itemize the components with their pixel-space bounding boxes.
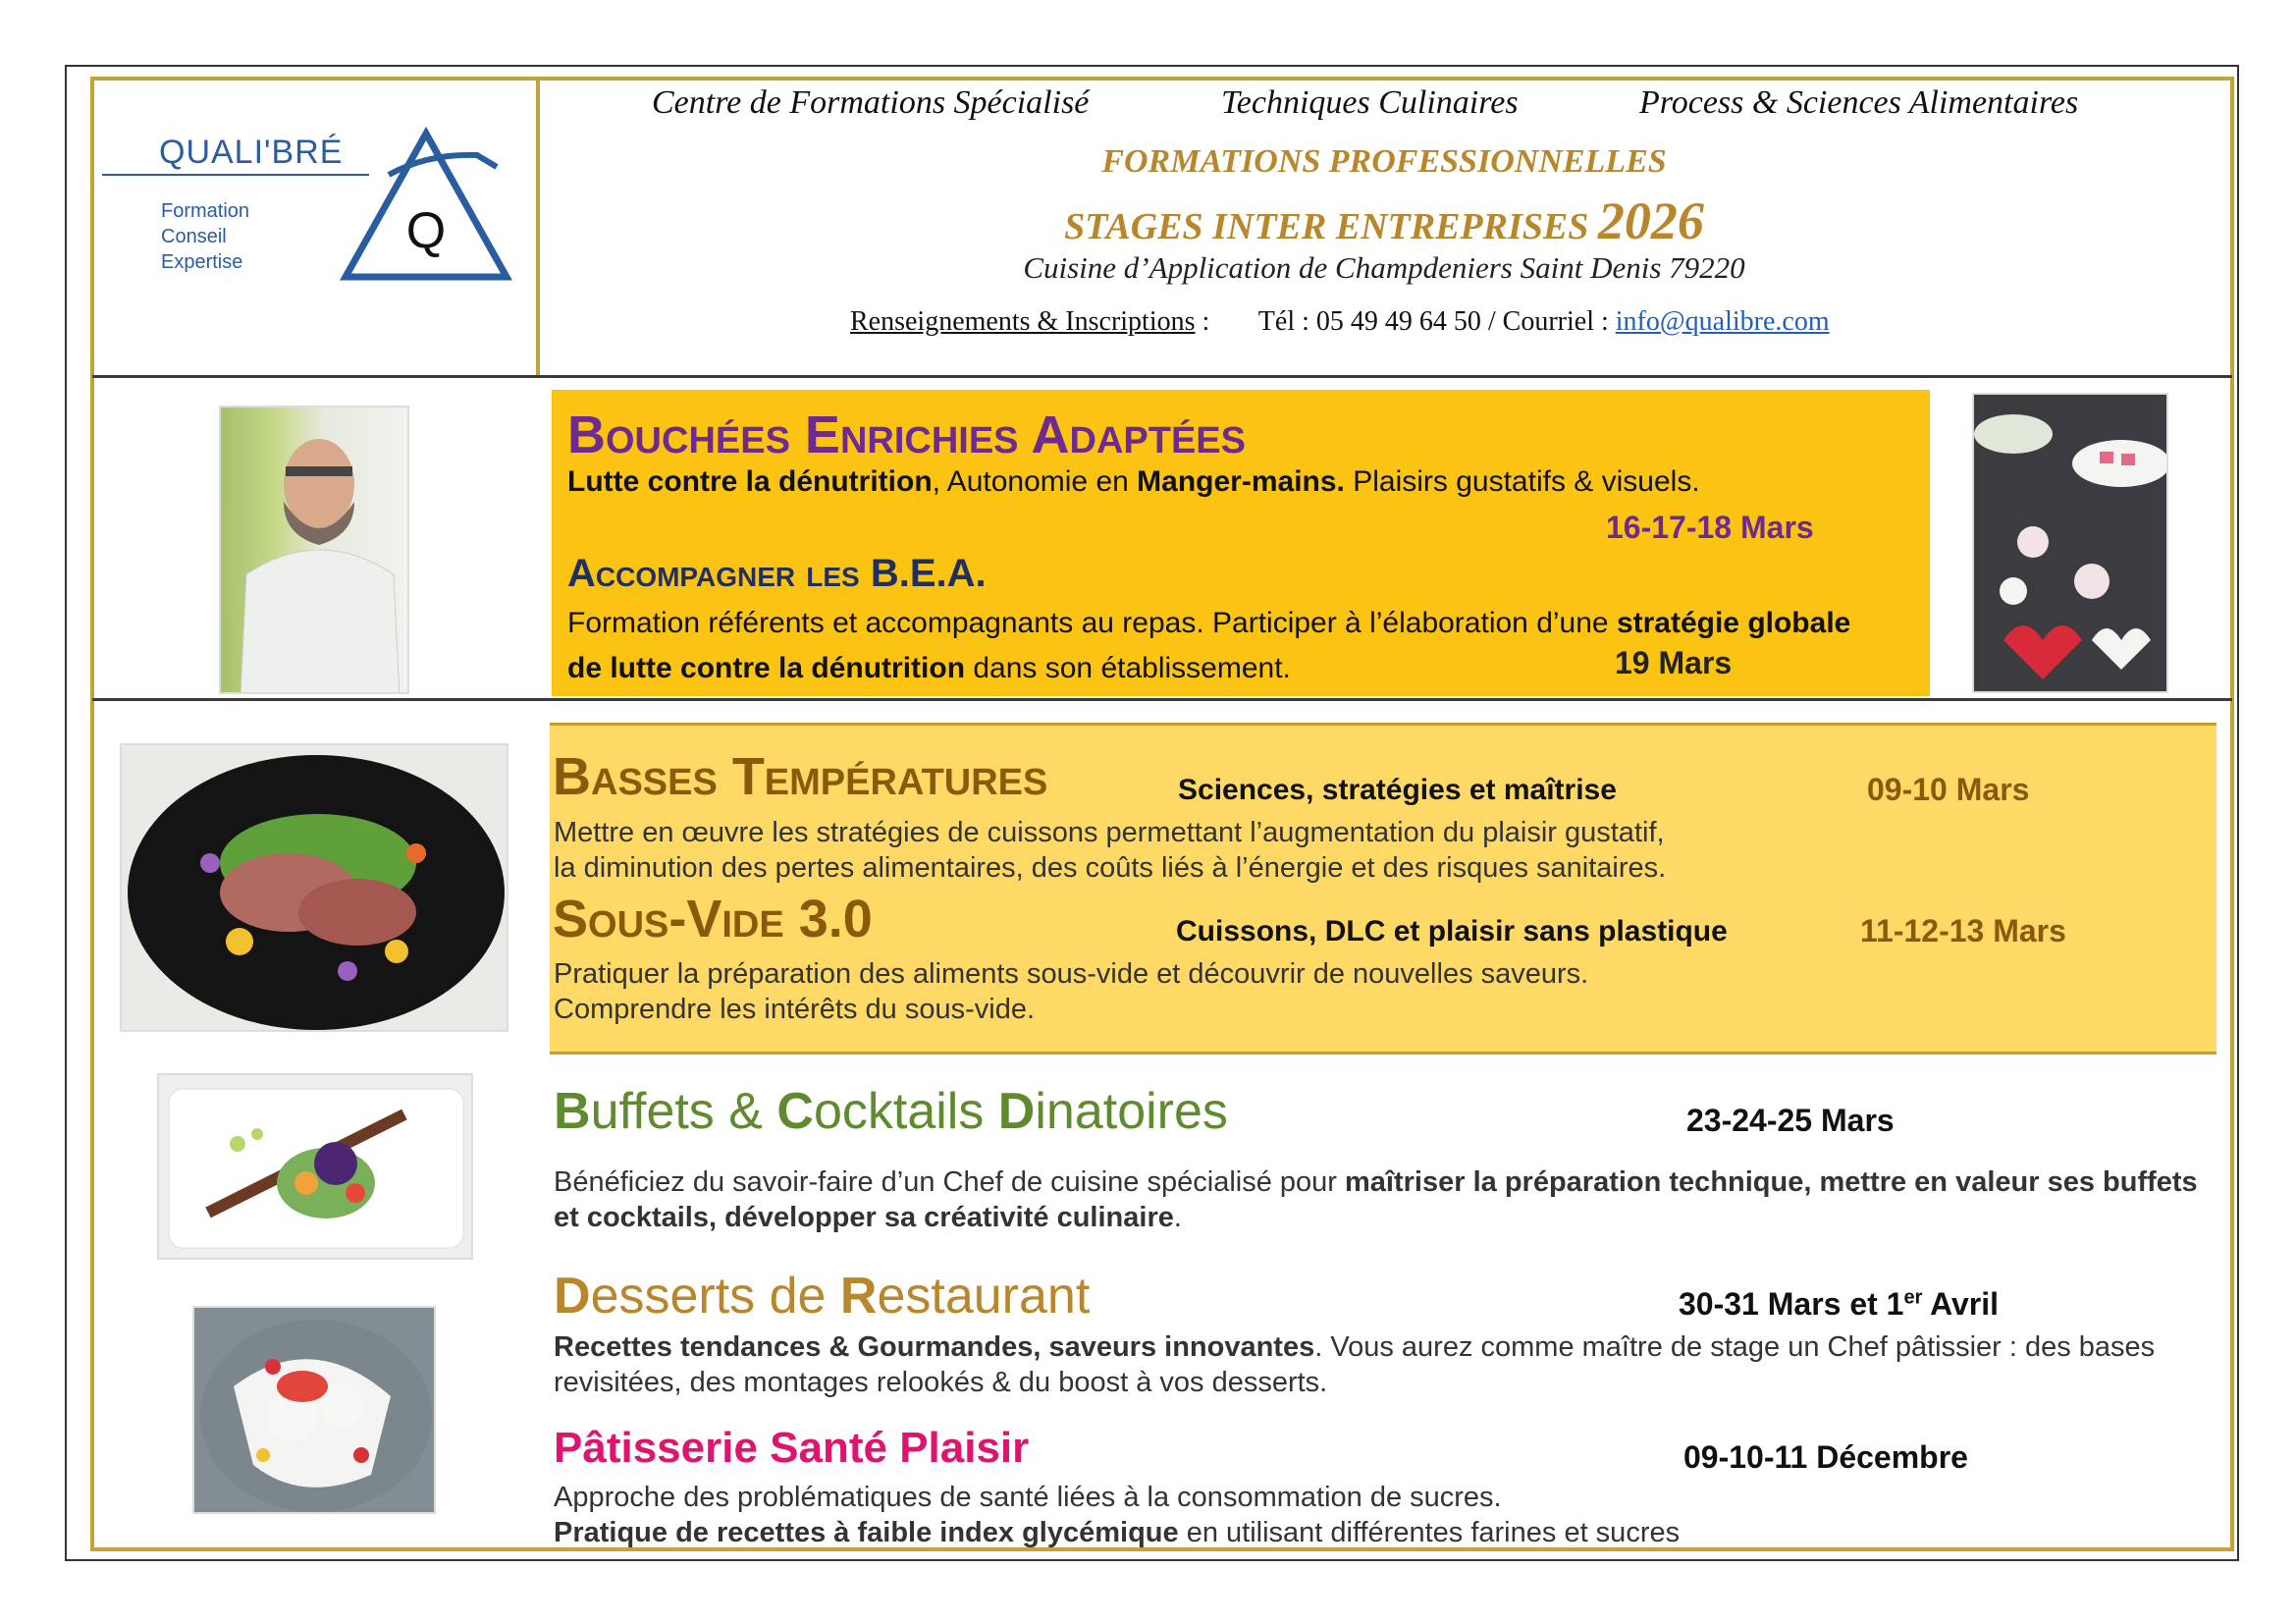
course-date-basses-temperatures: 09-10 Mars [1867,772,2030,807]
course-title-accompagner: Accompagner les B.E.A. [567,552,987,595]
contact-line: Renseignements & Inscriptions : Tél : 05 49 49 64 50 / Courriel : info@qualibre.com [850,306,1830,337]
course-desc-basses-temperatures-1: Mettre en œuvre les stratégies de cuissons permettant l’augmentation du plaisir gustatif, [554,817,1665,848]
tuna-dish-photo [120,743,508,1032]
course-title-patisserie: Pâtisserie Santé Plaisir [554,1424,1030,1472]
course-date-buffets: 23-24-25 Mars [1686,1103,1895,1138]
contact-email-link[interactable]: info@qualibre.com [1615,306,1830,337]
formations-heading: FORMATIONS PROFESSIONNELLES [1101,143,1667,180]
course-title-bouchees: Bouchées Enrichies Adaptées [567,406,1246,464]
svg-text:Q: Q [405,202,447,259]
course-title-basses-temperatures: Basses Températures [553,747,1048,806]
course-date-accompagner: 19 Mars [1615,645,1733,680]
course-subtitle-sous-vide: Cuissons, DLC et plaisir sans plastique [1176,915,1728,947]
contact-phone: Tél : 05 49 49 64 50 / Courriel : [1257,306,1616,337]
header-divider [536,79,540,377]
tagline-process: Process & Sciences Alimentaires [1639,84,2079,121]
contact-label: Renseignements & Inscriptions [850,306,1196,337]
course-desc-patisserie-2: Pratique de recettes à faible index glycémique en utilisant différentes farines et sucres [554,1517,1681,1548]
course-subtitle-basses-temperatures: Sciences, stratégies et maîtrise [1178,774,1617,806]
course-desc-accompagner: Formation référents et accompagnants au repas. Participer à l’élaboration d’une stratégie globale de lutte contre la dénutrition dans son établissement. [567,607,1851,684]
logo-brand: QUALI'BRÉ [159,134,344,171]
section-divider-2 [92,698,2232,701]
course-subtitle-bouchees: Lutte contre la dénutrition, Autonomie en Manger-mains. Plaisirs gustatifs & visuels. [567,465,1700,498]
section-divider-1 [92,375,2232,378]
tagline-techniques: Techniques Culinaires [1221,84,1519,121]
course-desc-basses-temperatures-2: la diminution des pertes alimentaires, des coûts liés à l’énergie et des risques sanitaires. [554,852,1667,884]
logo-rule [102,174,369,176]
course-desc-sous-vide-2: Comprendre les intérêts du sous-vide. [554,994,1036,1025]
course-title-buffets: Buffets & Cocktails Dinatoires [554,1083,1228,1140]
logo-triangle-icon [340,126,512,285]
year: 2026 [1597,191,1704,250]
location: Cuisine d’Application de Champdeniers Saint Denis 79220 [1023,250,1745,285]
course-desc-buffets: Bénéficiez du savoir-faire d’un Chef de cuisine spécialisé pour maîtriser la préparation technique, mettre en valeur ses buffets et cocktails, développer sa créativité culinaire. [554,1166,2198,1233]
dessert-plate-photo [192,1306,436,1514]
course-desc-patisserie-1: Approche des problématiques de santé liées à la consommation de sucres. [554,1482,1502,1513]
course-desc-desserts: Recettes tendances & Gourmandes, saveurs innovantes. Vous aurez comme maître de stage un Chef pâtissier : des bases revisitées, des montages relookés & du boost à vos desserts. [554,1331,2156,1398]
logo-subtitle: Formation Conseil Expertise [161,200,250,273]
course-title-sous-vide: Sous-Vide 3.0 [553,890,873,948]
heart-bites-photo [1972,393,2168,693]
stages-heading: STAGES INTER ENTREPRISES 2026 [1064,191,1704,250]
course-date-sous-vide: 11-12-13 Mars [1860,913,2066,948]
course-desc-sous-vide-1: Pratiquer la préparation des aliments sous-vide et découvrir de nouvelles saveurs. [554,958,1589,990]
course-date-patisserie: 09-10-11 Décembre [1683,1439,1968,1475]
tagline-centre: Centre de Formations Spécialisé [652,84,1090,121]
chef-photo [219,406,409,694]
course-date-desserts: 30-31 Mars et 1er Avril [1679,1286,2000,1322]
buffet-plate-photo [157,1073,473,1260]
course-date-bouchees: 16-17-18 Mars [1606,510,1814,545]
course-title-desserts: Desserts de Restaurant [554,1268,1091,1325]
